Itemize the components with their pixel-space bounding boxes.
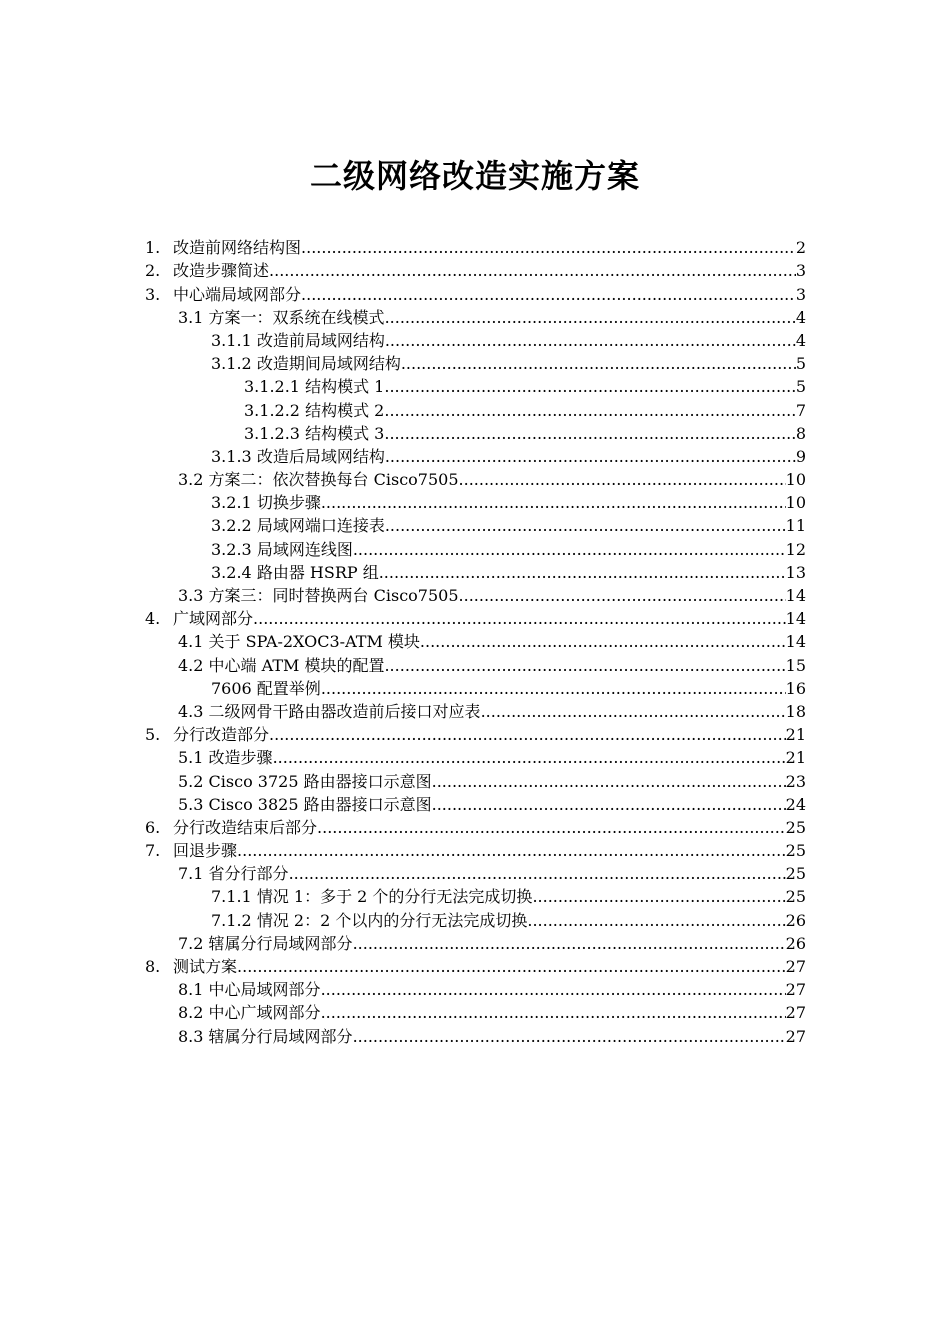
- toc-entry-label: 改造期间局域网结构: [256, 354, 401, 374]
- toc-dot-leader: [385, 331, 796, 351]
- toc-entry[interactable]: [0, 467, 950, 490]
- toc-entry-text: [145, 957, 237, 977]
- toc-entry-text: [211, 679, 321, 699]
- toc-entry-text: [178, 1027, 353, 1047]
- toc-entry-label: 关于 SPA-2XOC3-ATM 模块: [208, 632, 420, 652]
- toc-entry-text: [145, 725, 269, 745]
- toc-entry-number: 6.: [145, 817, 161, 837]
- toc-entry-number: 3.1.2: [211, 354, 252, 374]
- toc-page-number: 15: [785, 655, 806, 675]
- toc-entry-label: 省分行部分: [208, 864, 289, 884]
- toc-entry[interactable]: [0, 815, 950, 838]
- toc-entry-label: 测试方案: [173, 957, 238, 976]
- toc-entry-label: 改造步骤: [208, 748, 273, 768]
- toc-entry-number: 3.1.2.1: [244, 377, 300, 397]
- toc-dot-leader: [237, 957, 786, 977]
- toc-entry-number: 1.: [145, 238, 161, 258]
- toc-entry-label: 改造前局域网结构: [256, 330, 385, 350]
- toc-entry-number: 4.2: [178, 655, 204, 675]
- toc-entry[interactable]: [0, 513, 950, 536]
- toc-entry-text: [178, 980, 321, 1000]
- toc-dot-leader: [384, 377, 795, 397]
- toc-dot-leader: [384, 424, 795, 444]
- toc-page-number: 5: [795, 377, 806, 397]
- toc-entry-label: 辖属分行局域网部分: [208, 933, 353, 953]
- toc-entry[interactable]: [0, 351, 950, 374]
- toc-entry-label: 改造步骤简述: [173, 261, 270, 281]
- toc-dot-leader: [317, 818, 786, 838]
- toc-page-number: 21: [785, 748, 806, 768]
- toc-page-number: 14: [785, 586, 806, 605]
- toc-page-number: 25: [785, 817, 806, 837]
- toc-entry-text: [145, 609, 253, 629]
- toc-entry-text: [145, 238, 301, 258]
- toc-page-number: 25: [785, 887, 806, 907]
- toc-entry-text: [211, 516, 385, 536]
- toc-dot-leader: [321, 679, 786, 699]
- toc-entry-number: 8.: [145, 957, 161, 976]
- toc-entry-number: 5.1: [178, 748, 204, 768]
- toc-entry-label: 7606 配置举例: [211, 678, 321, 698]
- toc-entry-label: 局域网端口连接表: [256, 516, 385, 536]
- toc-page-number: 27: [785, 1026, 806, 1046]
- toc-entry-number: 7.2: [178, 933, 204, 953]
- toc-dot-leader: [385, 516, 786, 536]
- toc-page-number: 24: [785, 794, 806, 814]
- toc-entry-label: 二级网骨干路由器改造前后接口对应表: [208, 701, 481, 721]
- toc-entry-label: 情况 1：多于 2 个的分行无法完成切换: [256, 887, 533, 907]
- toc-entry[interactable]: [0, 838, 950, 861]
- toc-entry-label: Cisco 3725 路由器接口示意图: [208, 771, 432, 791]
- toc-entry-text: [178, 632, 420, 652]
- toc-dot-leader: [353, 1027, 786, 1047]
- toc-dot-leader: [253, 609, 786, 629]
- toc-dot-leader: [301, 285, 796, 305]
- toc-entry-label: 结构模式 3: [305, 423, 385, 443]
- toc-entry-number: 3.1: [178, 307, 204, 327]
- toc-entry[interactable]: [0, 792, 950, 815]
- toc-page-number: 3: [795, 261, 806, 281]
- toc-entry-text: [145, 818, 317, 838]
- toc-entry-text: [178, 702, 481, 722]
- toc-entry[interactable]: [0, 907, 950, 930]
- toc-entry-label: 分行改造结束后部分: [173, 817, 318, 837]
- toc-dot-leader: [384, 656, 785, 676]
- toc-page-number: 21: [785, 725, 806, 745]
- toc-entry-text: [178, 308, 385, 328]
- toc-page-number: 25: [785, 841, 806, 861]
- toc-entry[interactable]: [0, 954, 950, 977]
- toc-dot-leader: [385, 447, 796, 467]
- toc-entry-label: 改造后局域网结构: [256, 446, 385, 466]
- toc-page-number: 14: [785, 632, 806, 652]
- toc-page-number: 10: [785, 493, 806, 513]
- toc-entry-number: 3.1.1: [211, 330, 252, 350]
- toc-entry-number: 8.3: [178, 1026, 204, 1046]
- toc-dot-leader: [432, 772, 786, 792]
- toc-entry-text: [178, 795, 432, 815]
- toc-entry-text: [145, 285, 301, 305]
- toc-entry-text: [145, 261, 269, 281]
- toc-page-number: 7: [795, 400, 806, 420]
- toc-entry-number: 8.1: [178, 980, 204, 1000]
- toc-entry-label: 中心局域网部分: [208, 980, 321, 1000]
- toc-entry-number: 3.: [145, 284, 161, 304]
- toc-page-number: 12: [785, 539, 806, 559]
- toc-entry-text: [211, 911, 527, 931]
- toc-entry-text: [244, 377, 384, 397]
- toc-entry-label: 中心广域网部分: [208, 1003, 321, 1023]
- toc-dot-leader: [420, 632, 786, 652]
- table-of-contents: [0, 235, 950, 1047]
- toc-entry-text: [145, 841, 237, 861]
- toc-entry-text: [211, 887, 532, 907]
- toc-entry-label: 回退步骤: [173, 841, 238, 861]
- toc-entry[interactable]: [0, 629, 950, 652]
- toc-dot-leader: [321, 980, 786, 1000]
- toc-entry-text: [211, 447, 385, 467]
- toc-entry[interactable]: [0, 1000, 950, 1023]
- toc-entry[interactable]: [0, 560, 950, 583]
- toc-entry-text: [178, 656, 384, 676]
- toc-page-number: 2: [795, 238, 806, 258]
- toc-dot-leader: [532, 887, 785, 907]
- toc-page-number: 25: [785, 864, 806, 884]
- toc-page-number: 14: [785, 609, 806, 629]
- toc-page-number: 4: [795, 330, 806, 350]
- toc-entry-label: 方案一：双系统在线模式: [208, 307, 385, 327]
- toc-dot-leader: [384, 401, 795, 421]
- toc-entry-number: 3.2.4: [211, 562, 252, 582]
- toc-dot-leader: [353, 934, 786, 954]
- toc-entry-label: 结构模式 1: [305, 377, 385, 397]
- toc-dot-leader: [459, 586, 786, 606]
- toc-entry[interactable]: [0, 235, 950, 258]
- toc-page-number: 10: [785, 470, 806, 490]
- toc-entry-text: [211, 354, 401, 374]
- toc-entry[interactable]: [0, 977, 950, 1000]
- document-title: 二级网络改造实施方案: [309, 157, 640, 195]
- toc-entry-text: [178, 864, 289, 884]
- toc-dot-leader: [273, 748, 786, 768]
- toc-entry-label: 路由器 HSRP 组: [256, 562, 379, 582]
- toc-entry[interactable]: [0, 652, 950, 675]
- toc-entry-label: 辖属分行局域网部分: [208, 1026, 353, 1046]
- toc-dot-leader: [237, 841, 786, 861]
- toc-entry[interactable]: [0, 490, 950, 513]
- toc-entry-label: 中心端局域网部分: [173, 284, 302, 304]
- toc-entry[interactable]: [0, 583, 950, 606]
- toc-entry[interactable]: [0, 931, 950, 954]
- toc-dot-leader: [353, 540, 786, 560]
- toc-dot-leader: [321, 1003, 786, 1023]
- toc-entry-number: 3.2: [178, 470, 204, 490]
- toc-entry[interactable]: [0, 884, 950, 907]
- toc-dot-leader: [401, 354, 796, 374]
- toc-entry-text: [211, 331, 385, 351]
- toc-page-number: 18: [785, 701, 806, 721]
- toc-entry-label: 中心端 ATM 模块的配置: [208, 655, 385, 675]
- toc-entry-text: [244, 401, 384, 421]
- toc-entry-text: [211, 563, 379, 583]
- toc-entry-label: Cisco 3825 路由器接口示意图: [208, 794, 432, 814]
- toc-dot-leader: [269, 725, 786, 745]
- toc-entry-label: 情况 2：2 个以内的分行无法完成切换: [256, 910, 528, 930]
- toc-dot-leader: [385, 308, 796, 328]
- toc-entry[interactable]: [0, 536, 950, 559]
- toc-page-number: 5: [795, 354, 806, 374]
- toc-entry-number: 8.2: [178, 1003, 204, 1023]
- toc-page-number: 27: [785, 980, 806, 1000]
- toc-entry-number: 7.1.1: [211, 887, 252, 907]
- toc-entry-number: 3.1.2.3: [244, 423, 300, 443]
- toc-page-number: 26: [785, 910, 806, 930]
- toc-dot-leader: [379, 563, 786, 583]
- toc-entry-text: [211, 540, 353, 560]
- toc-entry-label: 分行改造部分: [173, 725, 270, 745]
- toc-entry-text: [178, 772, 432, 792]
- toc-page-number: 9: [795, 446, 806, 466]
- toc-page-number: 23: [785, 771, 806, 791]
- toc-dot-leader: [269, 261, 796, 281]
- toc-entry[interactable]: [0, 421, 950, 444]
- toc-entry[interactable]: [0, 745, 950, 768]
- toc-dot-leader: [481, 702, 786, 722]
- toc-entry-number: 5.: [145, 725, 161, 745]
- toc-entry-label: 局域网连线图: [256, 539, 353, 559]
- toc-entry-number: 4.1: [178, 632, 204, 652]
- toc-entry[interactable]: [0, 722, 950, 745]
- toc-page-number: 11: [785, 516, 806, 536]
- toc-entry[interactable]: [0, 768, 950, 791]
- toc-page-number: 8: [795, 423, 806, 443]
- toc-entry-text: [178, 470, 459, 490]
- toc-entry[interactable]: [0, 606, 950, 629]
- toc-dot-leader: [432, 795, 786, 815]
- toc-page-number: 16: [785, 678, 806, 698]
- toc-entry[interactable]: [0, 281, 950, 304]
- toc-page-number: 27: [785, 957, 806, 976]
- toc-page-number: 27: [785, 1003, 806, 1023]
- toc-entry-text: [244, 424, 384, 444]
- toc-dot-leader: [527, 911, 785, 931]
- toc-entry-number: 3.1.3: [211, 446, 252, 466]
- toc-page-number: 4: [795, 307, 806, 327]
- toc-entry-text: [211, 493, 321, 513]
- toc-entry-number: 5.2: [178, 771, 204, 791]
- toc-entry-label: 切换步骤: [256, 493, 321, 513]
- toc-entry-text: [178, 586, 459, 606]
- toc-entry[interactable]: [0, 374, 950, 397]
- toc-entry[interactable]: [0, 676, 950, 699]
- toc-entry[interactable]: [0, 861, 950, 884]
- toc-page-number: 26: [785, 933, 806, 953]
- toc-entry[interactable]: [0, 1023, 950, 1046]
- toc-entry-number: 5.3: [178, 794, 204, 814]
- toc-entry-number: 3.2.3: [211, 539, 252, 559]
- toc-entry-number: 3.3: [178, 586, 204, 605]
- toc-entry[interactable]: [0, 328, 950, 351]
- toc-dot-leader: [289, 864, 786, 884]
- toc-entry-number: 7.: [145, 841, 161, 861]
- toc-entry-number: 3.1.2.2: [244, 400, 300, 420]
- toc-entry-number: 7.1: [178, 864, 204, 884]
- toc-page-number: 3: [795, 284, 806, 304]
- toc-entry-label: 改造前网络结构图: [173, 238, 302, 258]
- toc-entry-text: [178, 1003, 321, 1023]
- toc-entry[interactable]: [0, 258, 950, 281]
- toc-dot-leader: [459, 470, 786, 490]
- toc-entry[interactable]: [0, 699, 950, 722]
- toc-dot-leader: [321, 493, 786, 513]
- toc-entry-number: 4.3: [178, 701, 204, 721]
- toc-dot-leader: [301, 238, 796, 258]
- toc-entry-number: 7.1.2: [211, 910, 252, 930]
- toc-entry-text: [178, 934, 353, 954]
- toc-entry[interactable]: [0, 444, 950, 467]
- toc-entry-number: 4.: [145, 609, 161, 629]
- toc-entry-label: 方案二：依次替换每台 Cisco7505: [208, 470, 459, 490]
- toc-entry-label: 结构模式 2: [305, 400, 385, 420]
- toc-page-number: 13: [785, 562, 806, 582]
- toc-entry[interactable]: [0, 305, 950, 328]
- toc-entry-text: [178, 748, 273, 768]
- toc-entry-number: 3.2.2: [211, 516, 252, 536]
- toc-entry-label: 方案三：同时替换两台 Cisco7505: [208, 586, 459, 605]
- toc-entry[interactable]: [0, 397, 950, 420]
- toc-entry-number: 3.2.1: [211, 493, 252, 513]
- toc-entry-number: 2.: [145, 261, 161, 281]
- toc-entry-label: 广域网部分: [173, 609, 254, 629]
